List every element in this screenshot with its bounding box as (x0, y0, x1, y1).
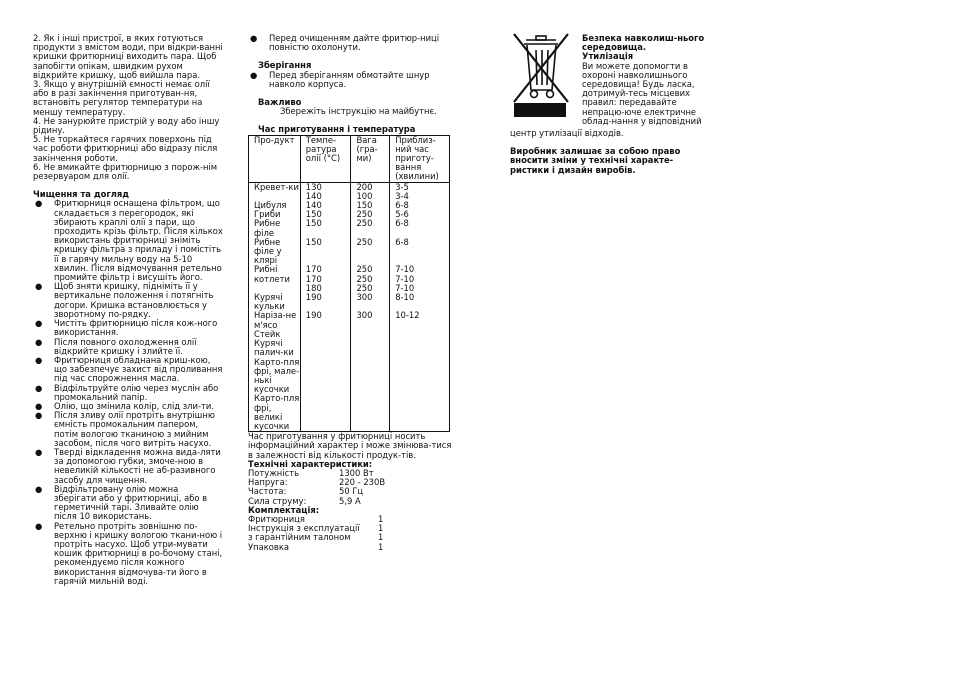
table-cell: Цибуля (249, 201, 301, 210)
table-cell: Курячі кульки (249, 293, 301, 311)
important-heading: Важливо (258, 97, 302, 108)
table-cell: 170 170 180 (300, 265, 351, 293)
bullet-text: Після зливу олії протріть внутрішню ємність промокальним папером, потім вологою тканиною з мийним засобом, після чого витріть насухо. (54, 410, 215, 448)
table-header-row (249, 135, 450, 182)
table-cell: 250 250 250 (351, 265, 390, 293)
table-cell: Рибні котлети (249, 265, 301, 293)
table-row (249, 311, 450, 431)
bullet-text: Олію, що змінила колір, слід зли-ти. (54, 400, 214, 411)
bullet-item: ● Перед очищенням дайте фритюр-ниці повністю охолонути. (250, 33, 440, 53)
safety-item: 2. Як і інші пристрої, в яких готуються продукти з вмістом води, при відкри-ванні кришки фритюрниці виходить пара. Щоб запобігти опікам, швидким рухом відкрийте кришку, щоб вийшла пара. (33, 33, 223, 80)
table-cell: 250 (351, 219, 390, 237)
bullet-item (33, 199, 223, 282)
table-row (249, 293, 450, 311)
table-cell: 150 (300, 210, 351, 219)
table-cell: Рибне філе (249, 219, 301, 237)
table-cell: 6-8 (390, 238, 450, 266)
table-cell: Гриби (249, 210, 301, 219)
disposal-text: Ви можете допомогти в охороні навколишнього середовища! Будь ласка, дотримуй-тесь місцевих правил: передавайте непрацю-юче електричне облад-нання у відповідний (582, 60, 702, 126)
table-row (249, 182, 450, 201)
cooking-note: Час приготування у фритюрниці носить інформаційний характер і може змінюва-тися в залежності від кількості продук-тів. (248, 431, 452, 460)
table-cell: Наріза-не м'ясо Стейк Курячі палич-ки Карто-пля фрі, мале-нькі кусочки Карто-пля фрі, великі кусочки (249, 311, 301, 431)
disposal-text-continued: центр утилізації відходів. (510, 128, 624, 138)
safety-item: 5. Не торкайтеся гарячих поверхонь під час роботи фритюрниці або відразу після закінчення роботи. (33, 134, 218, 163)
table-cell: 130 140 (300, 182, 351, 201)
bullet-icon: ● (35, 382, 43, 393)
table-body (249, 182, 450, 431)
bullet-icon: ● (35, 336, 43, 347)
bullet-icon: ● (250, 33, 258, 43)
kit-row-value: 1 (378, 523, 384, 534)
bullet-text: Фритюрниця оснащена фільтром, що складається з перегородок, які збирають краплі олії з пари, що проходить крізь фільтр. Після кількох використань фритюрниці зніміть кришку фільтра з приладу і помістіть її в гарячу мильну воду на 5-10 хвилин. Після відмочування ретельно промийте фільтр і висушіть його. (54, 198, 223, 283)
table-cell: 250 (351, 210, 390, 219)
bullet-item (33, 522, 223, 586)
spec-row-value: 5,9 А (339, 495, 361, 506)
cleaning-list (33, 199, 223, 586)
table-header-cell: Приблиз-ний час приготу-вання (хвилини) (390, 135, 450, 182)
storage-heading: Зберігання (258, 60, 312, 71)
table-cell: 6-8 (390, 219, 450, 237)
table-cell: 10-12 (390, 311, 450, 431)
bullet-item (33, 356, 223, 384)
spec-row-label: Потужність (248, 467, 300, 478)
bullet-item (33, 282, 223, 319)
disposal-heading: Утилізація (582, 51, 634, 62)
spec-row-label: Частота: (248, 486, 287, 497)
tech-heading: Технічні характеристики: (248, 458, 373, 469)
bullet-icon: ● (35, 400, 43, 411)
bullet-item (33, 319, 223, 337)
environment-heading: Безпека навколиш-нього середовища. (582, 33, 705, 53)
table-cell: 7-10 7-10 7-10 (390, 265, 450, 293)
table-row (249, 265, 450, 293)
kit-row-label: Упаковка (248, 541, 290, 552)
table-cell: 190 (300, 311, 351, 431)
kit-row (248, 543, 398, 552)
table-cell: 300 (351, 311, 390, 431)
kit-heading: Комплектація: (248, 504, 320, 515)
table-cell: 8-10 (390, 293, 450, 311)
bullet-icon: ● (35, 520, 43, 531)
safety-item: 4. Не занурюйте пристрій у воду або іншу рідину. (33, 115, 220, 136)
table-cell: Кревет-ки (249, 182, 301, 201)
kit-row-value: 1 (378, 541, 384, 552)
bullet-text: Ретельно протріть зовнішню по-верхню і кришку вологою ткани-ною і протріть насухо. Щоб утри-мувати кошик фритюрниці в ро-бочому стані, рекомендуємо після кожного використання відмочува-ти його в гарячій мильній воді. (54, 520, 223, 586)
important-text: Збережіть інструкцію на майбутнє. (280, 106, 437, 117)
kit-row-value: 1 (378, 532, 384, 543)
table-header-cell: Вага (гра-ми) (351, 135, 390, 182)
bullet-item (33, 485, 223, 522)
safety-item: 6. Не вмикайте фритюрницю з порож-нім резервуаром для олії. (33, 161, 218, 182)
bullet-item: ● Перед зберіганням обмотайте шнур навколо корпуса. (250, 69, 430, 89)
column-1 (33, 34, 223, 586)
table-cell: 300 (351, 293, 390, 311)
table-cell: 3-5 3-4 (390, 182, 450, 201)
bin-underline-bar (514, 103, 566, 117)
table-cell: 150 (300, 238, 351, 266)
kit-row-label: з гарантійним талоном (248, 532, 351, 543)
bullet-item (33, 384, 223, 402)
bullet-item (33, 411, 223, 448)
bullet-text: Відфільтруйте олію через муслін або промокальний папір. (54, 382, 219, 402)
cleaning-heading: Чищення та догляд (33, 189, 130, 200)
table-cell: Рибне філе у клярі (249, 238, 301, 266)
bullet-item (33, 338, 223, 356)
spec-row-value: 220 - 230В (339, 477, 386, 488)
kit-row-label: Фритюрниця (248, 513, 305, 524)
table-cell: 150 (300, 219, 351, 237)
bullet-icon: ● (35, 410, 43, 421)
bullet-text: Фритюрниця обладнана криш-кою, що забезпечує захист від проливання під час спорожнення масла. (54, 354, 223, 384)
kit-table (248, 515, 398, 552)
table-cell: 190 (300, 293, 351, 311)
manufacturer-note: Виробник залишає за собою право вносити зміни у технічні характе-ристики і дизайн виробів. (510, 146, 681, 175)
table-cell: 250 (351, 238, 390, 266)
spec-table (248, 469, 409, 506)
table-cell: 140 (300, 201, 351, 210)
environment-section (582, 34, 710, 126)
column-3 (510, 34, 710, 175)
table-header-cell: Темпе-ратура олії (°C) (300, 135, 351, 182)
bullet-text: Після повного охолодження олії відкрийте кришку і злийте її. (54, 336, 197, 356)
table-cell: 150 (351, 201, 390, 210)
table-cell: 5-6 (390, 210, 450, 219)
kit-row-label: Інструкція з експлуатації (248, 523, 360, 534)
table-header-cell: Про-дукт (249, 135, 301, 182)
spec-row-label: Сила струму: (248, 495, 307, 506)
safety-item: 3. Якщо у внутрішній ємності немає олії або в разі закінчення приготуван-ня, встановіть регулятор температури на меншу температуру. (33, 79, 210, 117)
table-cell: 6-8 (390, 201, 450, 210)
table-row (249, 238, 450, 266)
spec-row-value: 1300 Вт (339, 467, 374, 478)
cooking-table (248, 135, 450, 433)
table-title: Час приготування і температура (258, 124, 416, 135)
bullet-icon: ● (35, 446, 43, 457)
spec-row-value: 50 Гц (339, 486, 364, 497)
bullet-icon: ● (35, 198, 43, 209)
bullet-text: Щоб зняти кришку, підніміть її у вертикальне положення і потягніть догори. Кришка встановлюється у зворотному по-рядку. (54, 281, 214, 319)
bullet-icon: ● (35, 318, 43, 329)
bullet-text: Відфільтровану олію можна зберігати або у фритюрниці, або в герметичній тарі. Зливайте олію після 10 використань. (54, 483, 208, 522)
bullet-icon: ● (35, 483, 43, 494)
table-cell: 200 100 (351, 182, 390, 201)
bullet-icon: ● (250, 69, 258, 80)
bullet-text: Тверді відкладення можна вида-ляти за допомогою губки, змоче-ною в невеликій кількості не аб-разивного засобу для чищення. (54, 446, 221, 485)
crossed-out-wheelie-bin-icon (510, 32, 574, 122)
kit-row-value: 1 (378, 513, 384, 524)
safety-items (33, 34, 223, 181)
column-2 (248, 34, 453, 552)
bullet-text: Чистіть фритюрницю після кож-ного використання. (54, 318, 218, 338)
bin-graphic (510, 32, 574, 104)
bullet-item (33, 448, 223, 485)
bullet-icon: ● (35, 281, 43, 292)
spec-row-label: Напруга: (248, 477, 288, 488)
table-row (249, 219, 450, 237)
bullet-icon: ● (35, 354, 43, 365)
